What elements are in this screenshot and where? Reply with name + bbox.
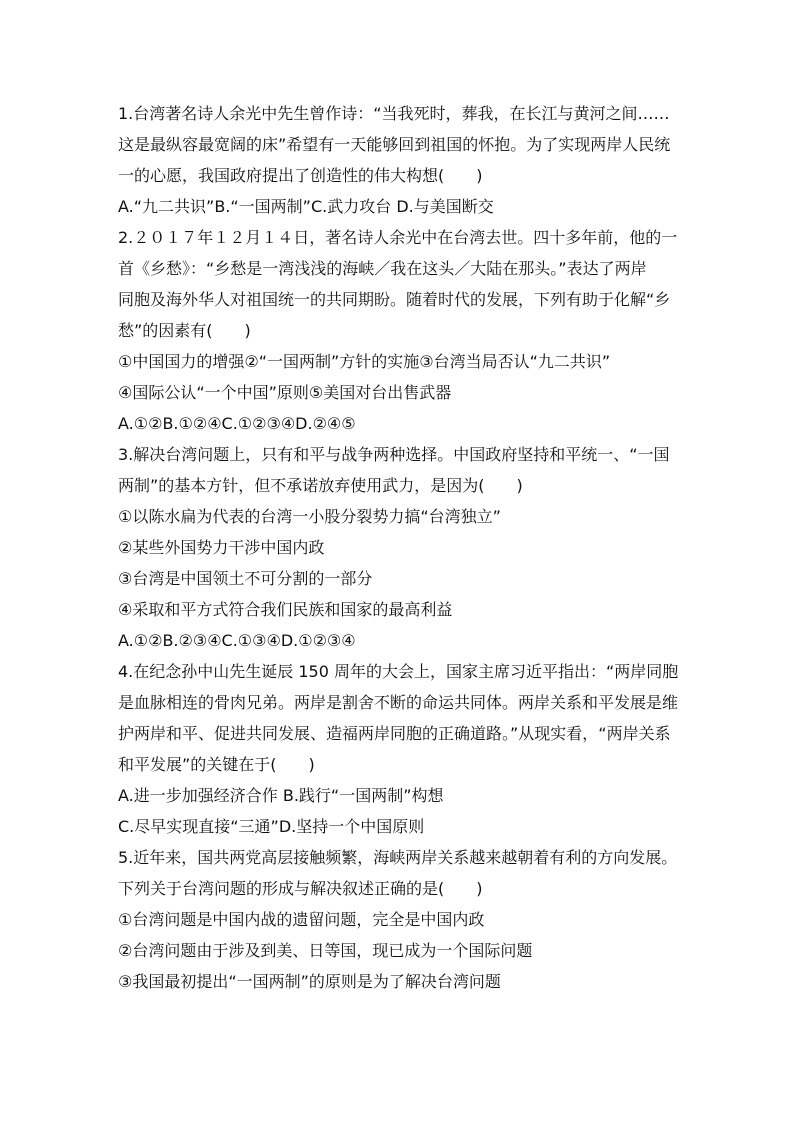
question-text-line: 愁”的因素有( ): [118, 321, 251, 340]
answer-options: A.进一步加强经济合作 B.践行“一国两制”构想: [118, 786, 444, 805]
question-3: [118, 439, 678, 656]
question-text-line: 下列关于台湾问题的形成与解决叙述正确的是( ): [118, 879, 483, 898]
answer-options: A.①②B.①②④C.①②③④D.②④⑤: [118, 414, 356, 433]
question-text-line: 3.解决台湾问题上，只有和平与战争两种选择。中国政府坚持和平统一、“一国: [118, 445, 670, 464]
question-text-line: 这是最纵容最宽阔的床”希望有一天能够回到祖国的怀抱。为了实现两岸人民统: [118, 135, 671, 154]
question-text-line: 首《乡愁》：“乡愁是一湾浅浅的海峡／我在这头／大陆在那头。”表达了两岸: [118, 259, 647, 278]
question-text-line: 2.２０１７年１２月１４日，著名诗人余光中在台湾去世。四十多年前，他的一: [118, 228, 678, 247]
question-5: [118, 842, 678, 997]
question-text-line: 护两岸和平、促进共同发展、造福两岸同胞的正确道路。”从现实看，“两岸关系: [118, 724, 671, 743]
statement-line: ③我国最初提出“一国两制”的原则是为了解决台湾问题: [118, 972, 501, 991]
question-1: [118, 98, 678, 222]
question-text-line: 5.近年来，国共两党高层接触频繁，海峡两岸关系越来越朝着有利的方向发展。: [118, 848, 678, 867]
statement-line: ④国际公认“一个中国”原则⑤美国对台出售武器: [118, 383, 452, 402]
statement-line: ②台湾问题由于涉及到美、日等国，现已成为一个国际问题: [118, 941, 533, 960]
document-page: [118, 98, 678, 997]
statement-line: ①中国国力的增强②“一国两制”方针的实施③台湾当局否认“九二共识”: [118, 352, 611, 371]
question-text-line: 是血脉相连的骨肉兄弟。两岸是割舍不断的命运共同体。两岸关系和平发展是维: [118, 693, 678, 712]
question-text-line: 同胞及海外华人对祖国统一的共同期盼。随着时代的发展，下列有助于化解“乡: [118, 290, 671, 309]
question-text-line: 两制”的基本方针，但不承诺放弃使用武力，是因为( ): [118, 476, 523, 495]
answer-options: A.①②B.②③④C.①③④D.①②③④: [118, 631, 356, 650]
question-2: [118, 222, 678, 439]
statement-line: ③台湾是中国领土不可分割的一部分: [118, 569, 373, 588]
statement-line: ②某些外国势力干涉中国内政: [118, 538, 325, 557]
answer-options: C.尽早实现直接“三通”D.坚持一个中国原则: [118, 817, 425, 836]
question-text-line: 一的心愿，我国政府提出了创造性的伟大构想( ): [118, 166, 483, 185]
statement-line: ④采取和平方式符合我们民族和国家的最高利益: [118, 600, 453, 619]
question-4: [118, 656, 678, 842]
answer-options: A.“九二共识”B.“一国两制”C.武力攻台 D.与美国断交: [118, 197, 494, 216]
statement-line: ①以陈水扁为代表的台湾一小股分裂势力搞“台湾独立”: [118, 507, 501, 526]
question-text-line: 4.在纪念孙中山先生诞辰 150 周年的大会上，国家主席习近平指出：“两岸同胞: [118, 662, 678, 681]
question-text-line: 和平发展”的关键在于( ): [118, 755, 315, 774]
question-text-line: 1.台湾著名诗人余光中先生曾作诗：“当我死时，葬我，在长江与黄河之间……: [118, 104, 670, 123]
statement-line: ①台湾问题是中国内战的遗留问题，完全是中国内政: [118, 910, 485, 929]
